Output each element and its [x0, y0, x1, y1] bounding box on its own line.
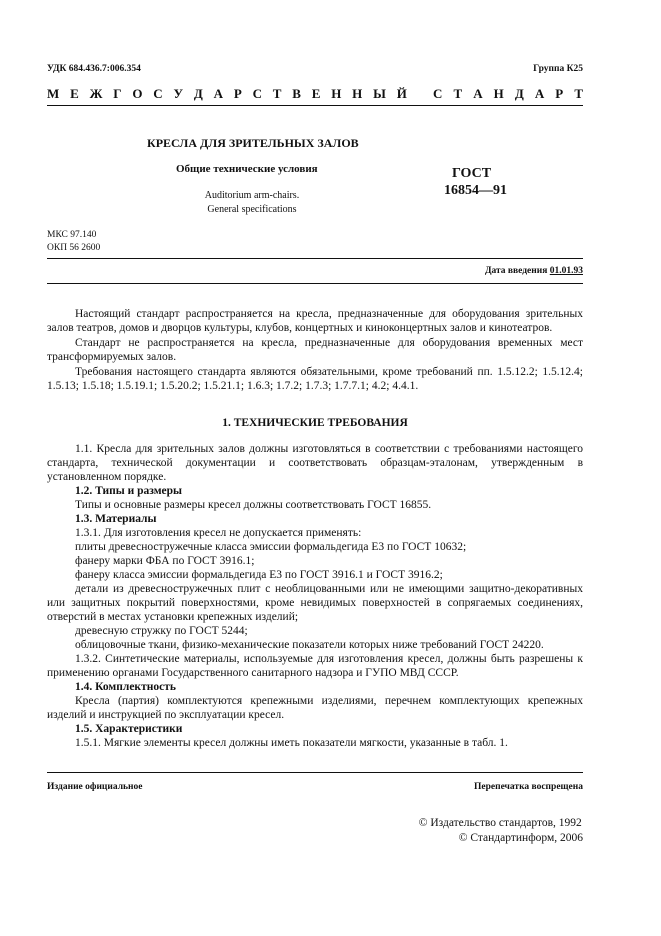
gost-designation: [444, 165, 507, 199]
banner_right-letter: С: [433, 86, 443, 101]
banner_right-letter: Т: [574, 86, 583, 101]
copyright-line-1: © Издательство стандартов, 1992: [418, 817, 582, 829]
intro-paragraph-2: Стандарт не распространяется на кресла, предназначенные для оборудования временных мест трансформируемых залов.: [47, 337, 583, 363]
banner_right-letter: Д: [514, 86, 524, 101]
copyright-block: [419, 816, 583, 846]
clause-1-3-1: 1.3.1. Для изготовления кресел не допускается применять:: [75, 527, 362, 539]
banner_left-letter: Е: [70, 86, 79, 101]
banner_right-letter: Н: [493, 86, 504, 101]
copyright-line-2: © Стандартинформ, 2006: [458, 832, 583, 844]
clause-1-4-text: Кресла (партия) комплектуются крепежными изделиями, перечнем комплектующих крепежных изделий и инструкцией по эксплуатации кресел.: [47, 695, 583, 721]
banner_left-letter: Г: [113, 86, 122, 101]
clause-1-5-1: 1.5.1. Мягкие элементы кресел должны иметь показатели мягкости, указанные в табл. 1.: [75, 737, 508, 749]
list-item: детали из древесностружечных плит с необлицованными или не имеющими защитно-декоративных или защитных покрытий поверхностями, кроме невидимых поверхностей в сопрягаемых соединениях, отверстий в местах установки крепежных изделий;: [47, 583, 583, 623]
effective-date-value: 01.01.93: [549, 266, 583, 276]
clause-1-3-2: 1.3.2. Синтетические материалы, используемые для изготовления кресел, должны быть разрешены к применению органами Государственного санитарного надзора и ГУПО МВД СССР.: [47, 653, 583, 679]
banner_left-letter: Д: [193, 86, 203, 101]
standard-banner: [47, 86, 583, 102]
intro-paragraph-1: Настоящий стандарт распространяется на кресла, предназначенные для оборудования зрительных залов театров, домов и дворцов культуры, клубов, концертных и киноконцертных залов и кинотеатров.: [47, 308, 583, 334]
clause-1-2-text: Типы и основные размеры кресел должны соответствовать ГОСТ 16855.: [75, 499, 432, 511]
document-title: КРЕСЛА ДЛЯ ЗРИТЕЛЬНЫХ ЗАЛОВ: [147, 136, 359, 150]
banner_left-letter: Е: [311, 86, 321, 101]
section-technical-requirements: [47, 416, 583, 750]
banner_right-letter: Р: [555, 86, 564, 101]
clause-1-3-heading: 1.3. Материалы: [75, 513, 157, 525]
banner_left-letter: Н: [331, 86, 342, 101]
udk-code: УДК 684.436.7:006.354: [47, 64, 141, 74]
classification-codes: [47, 229, 100, 255]
list-item: древесную стружку по ГОСТ 5244;: [75, 625, 248, 637]
banner_left-letter: Р: [233, 86, 242, 101]
list-item: фанеру марки ФБА по ГОСТ 3916.1;: [75, 555, 255, 567]
header-row: [47, 64, 583, 78]
footer-row: [47, 782, 583, 792]
introduction: [47, 307, 583, 393]
date-divider: [47, 283, 583, 284]
banner_left-letter: У: [173, 86, 184, 101]
banner_right-letter: А: [473, 86, 483, 101]
english-title-line1: Auditorium arm-chairs.: [204, 190, 300, 201]
banner_left-letter: А: [213, 86, 223, 101]
okp-code: ОКП 56 2600: [47, 243, 101, 253]
banner_right-letter: А: [534, 86, 545, 101]
clause-1-5-heading: 1.5. Характеристики: [75, 723, 183, 735]
header-divider: [47, 105, 583, 106]
gost-label: ГОСТ: [452, 166, 492, 181]
clause-1-4-heading: 1.4. Комплектность: [75, 681, 176, 693]
official-edition: Издание официальное: [47, 782, 143, 792]
codes-divider: [47, 258, 583, 259]
intro-paragraph-3: Требования настоящего стандарта являются обязательными, кроме требований пп. 1.5.12.2; 1.5.12.4; 1.5.13; 1.5.18; 1.5.19.1; 1.5.20.2; 1.5.21.1; 1.6.3; 1.7.2; 1.7.3; 1.7.7.1; 4.2; 4.4.1.: [47, 366, 583, 392]
banner_left-letter: Т: [272, 86, 282, 101]
banner_left-letter: Н: [352, 86, 363, 101]
list-item: плиты древесностружечные класса эмиссии формальдегида Е3 по ГОСТ 10632;: [75, 541, 467, 553]
effective-date-label: Дата введения: [484, 266, 548, 276]
banner_left-letter: М: [47, 86, 60, 101]
banner_left-letter: В: [292, 86, 301, 101]
banner_left-letter: С: [252, 86, 262, 101]
banner_left-letter: Ж: [89, 86, 103, 101]
mks-code: МКС 97.140: [47, 230, 97, 240]
banner_right-letter: Т: [453, 86, 463, 101]
banner_left-letter: Ы: [373, 86, 386, 101]
group-code: Группа К25: [533, 64, 583, 74]
banner-word-interstate: [47, 86, 407, 102]
english-title: [201, 189, 303, 217]
effective-date: [485, 266, 583, 276]
banner_left-letter: О: [132, 86, 143, 101]
english-title-line2: General specifications: [207, 204, 297, 215]
banner_left-letter: С: [153, 86, 163, 101]
list-item: фанеру класса эмиссии формальдегида Е3 по ГОСТ 3916.1 и ГОСТ 3916.2;: [75, 569, 443, 581]
clause-1-2-heading: 1.2. Типы и размеры: [75, 485, 183, 497]
gost-number: 16854—91: [444, 183, 507, 198]
clause-1-1: 1.1. Кресла для зрительных залов должны изготовляться в соответствии с требованиями настоящего стандарта, технической документации и соответствовать образцам-эталонам, утвержденным в установленном порядке.: [47, 443, 583, 483]
list-item: облицовочные ткани, физико-механические показатели которых ниже требований ГОСТ 24220.: [75, 639, 544, 651]
footer-divider: [47, 772, 583, 773]
reprint-prohibited: Перепечатка воспрещена: [473, 782, 583, 792]
section-heading: 1. ТЕХНИЧЕСКИЕ ТРЕБОВАНИЯ: [222, 417, 408, 429]
banner_left-letter: Й: [396, 86, 407, 101]
document-subtitle: Общие технические условия: [176, 163, 318, 175]
banner-word-standard: [433, 86, 583, 102]
